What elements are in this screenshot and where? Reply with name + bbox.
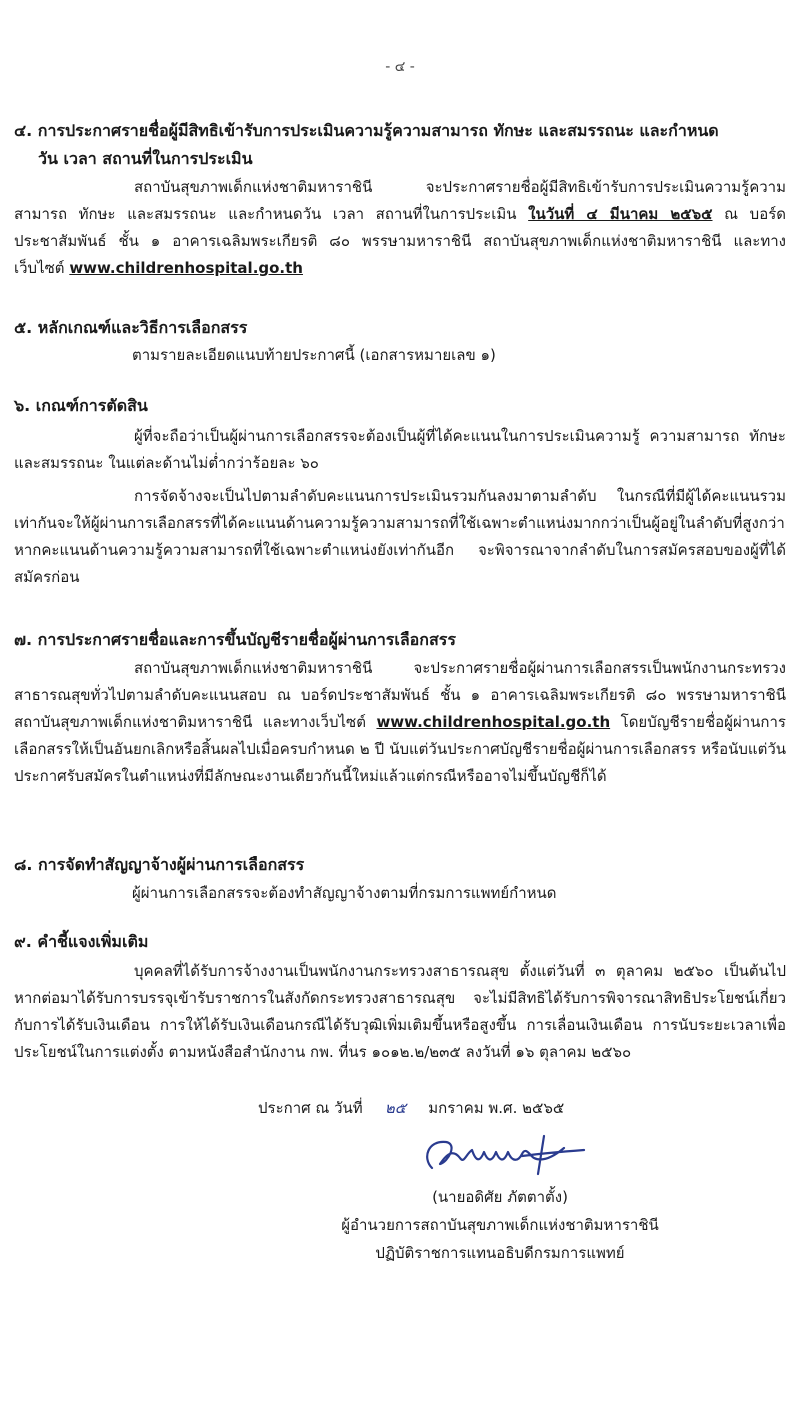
signatory-name: (นายอดิศัย ภัตตาตั้ง) xyxy=(432,1188,568,1206)
section-4-body xyxy=(14,174,786,282)
section-8-title: ๘. การจัดทำสัญญาจ้างผู้ผ่านการเลือกสรร xyxy=(14,855,305,874)
section-4-date: ในวันที่ ๔ มีนาคม ๒๕๖๕ xyxy=(528,205,713,223)
announce-prefix: ประกาศ ณ วันที่ xyxy=(258,1099,363,1117)
section-5-title: ๕. หลักเกณฑ์และวิธีการเลือกสรร xyxy=(14,318,248,337)
section-6-body-2: การจัดจ้างจะเป็นไปตามลำดับคะแนนการประเมินรวมกันลงมาตามลำดับ ในกรณีที่มีผู้ได้คะแนนรวมเท่ากันจะให้ผู้ผ่านการเลือกสรรที่ได้คะแนนด้านความรู้ความสามารถที่ใช้เฉพาะตำแหน่งมากกว่าเป็นผู้อยู่ในลำดับที่สูงกว่า หากคะแนนด้านความรู้ความสามารถที่ใช้เฉพาะตำแหน่งยังเท่ากันอีก จะพิจารณาจากลำดับในการสมัครสอบของผู้ที่ได้สมัครก่อน xyxy=(14,487,786,586)
section-7-body-a: สถาบันสุขภาพเด็กแห่งชาติมหาราชินี จะประกาศรายชื่อผู้ผ่านการเลือกสรรเป็นพนักงานกระทรวงสาธารณสุขทั่วไปตามลำดับคะแนนสอบ ณ บอร์ดประชาสัมพันธ์ ชั้น ๑ อาคารเฉลิมพระเกียรติ ๘๐ พรรษามหาราชินี สถาบันสุขภาพเด็กแห่งชาติมหาราชินี และทางเว็บไซต์ xyxy=(14,659,786,731)
section-6-body-1: ผู้ที่จะถือว่าเป็นผู้ผ่านการเลือกสรรจะต้องเป็นผู้ที่ได้คะแนนในการประเมินความรู้ ความสามารถ ทักษะ และสมรรถนะ ในแต่ละด้านไม่ต่ำกว่าร้อยละ ๖๐ xyxy=(14,427,786,472)
signature-image xyxy=(418,1128,590,1182)
section-4-body-a: สถาบันสุขภาพเด็กแห่งชาติมหาราชินี จะประกาศรายชื่อผู้มีสิทธิเข้ารับการประเมินความรู้ความสามารถ ทักษะ และสมรรถนะ และกำหนดวัน เวลา สถานที่ในการประเมิน xyxy=(14,178,786,223)
section-4-title-line1: ๔. การประกาศรายชื่อผู้มีสิทธิเข้ารับการประเมินความรู้ความสามารถ ทักษะ และสมรรถนะ และกำหนด xyxy=(14,121,719,140)
section-9-title: ๙. คำชี้แจงเพิ่มเติม xyxy=(14,932,149,951)
handwritten-day: ๒๕ xyxy=(384,1099,407,1117)
signature-block xyxy=(300,1183,700,1267)
signatory-position-2: ปฏิบัติราชการแทนอธิบดีกรมการแพทย์ xyxy=(375,1244,625,1262)
section-9-body: บุคคลที่ได้รับการจ้างงานเป็นพนักงานกระทรวงสาธารณสุข ตั้งแต่วันที่ ๓ ตุลาคม ๒๕๖๐ เป็นต้นไป หากต่อมาได้รับการบรรจุเข้ารับราชการในสังกัดกระทรวงสาธารณสุข จะไม่มีสิทธิได้รับการพิจารณาสิทธิประโยชน์เกี่ยวกับการได้รับเงินเดือน การให้ได้รับเงินเดือนกรณีได้รับวุฒิเพิ่มเติมขึ้นหรือสูงขึ้น การเลื่อนเงินเดือน การนับระยะเวลาเพื่อประโยชน์ในการแต่งตั้ง ตามหนังสือสำนักงาน กพ. ที่นร ๑๐๑๒.๒/๒๓๕ ลงวันที่ ๑๖ ตุลาคม ๒๕๖๐ xyxy=(14,962,786,1061)
section-7-body-b: โดยบัญชีรายชื่อผู้ผ่านการเลือกสรรให้เป็นอันยกเลิกหรือสิ้นผลไปเมื่อครบกำหนด ๒ ปี นับแต่วันประกาศบัญชีรายชื่อผู้ผ่านการเลือกสรร หรือนับแต่วันประกาศรับสมัครในตำแหน่งที่มีลักษณะงานเดียวกันนี้ใหม่แล้วแต่กรณีหรืออาจไม่ขึ้นบัญชีก็ได้ xyxy=(14,713,786,785)
section-6-title: ๖. เกณฑ์การตัดสิน xyxy=(14,396,148,415)
announce-suffix: มกราคม พ.ศ. ๒๕๖๕ xyxy=(428,1099,565,1117)
section-4-body-b: ณ บอร์ดประชาสัมพันธ์ ชั้น ๑ อาคารเฉลิมพระเกียรติ ๘๐ พรรษามหาราชินี สถาบันสุขภาพเด็กแห่งชาติมหาราชินี และทางเว็บไซต์ xyxy=(14,205,786,277)
section-4-website-link[interactable]: www.childrenhospital.go.th xyxy=(69,259,303,277)
section-7-website-link[interactable]: www.childrenhospital.go.th xyxy=(376,713,611,731)
section-7-title: ๗. การประกาศรายชื่อและการขึ้นบัญชีรายชื่อผู้ผ่านการเลือกสรร xyxy=(14,630,456,649)
section-7-body xyxy=(14,655,786,790)
section-8-body: ผู้ผ่านการเลือกสรรจะต้องทำสัญญาจ้างตามที่กรมการแพทย์กำหนด xyxy=(132,884,557,902)
signatory-position-1: ผู้อำนวยการสถาบันสุขภาพเด็กแห่งชาติมหาราชินี xyxy=(341,1216,659,1234)
announce-date-line xyxy=(258,1095,564,1122)
section-4-title-line2: วัน เวลา สถานที่ในการประเมิน xyxy=(38,149,253,168)
page-number: - ๔ - xyxy=(385,59,415,75)
section-5-body: ตามรายละเอียดแนบท้ายประกาศนี้ (เอกสารหมายเลข ๑) xyxy=(132,346,496,364)
